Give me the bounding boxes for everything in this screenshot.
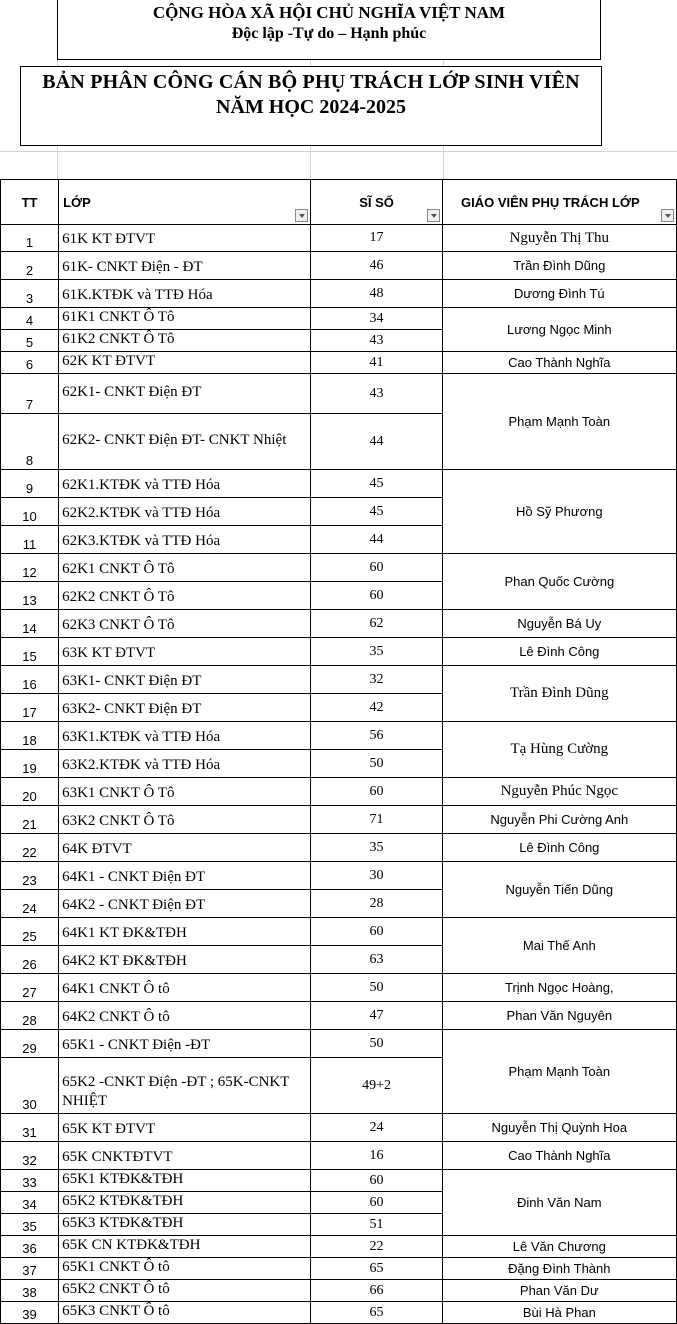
student-count: 60 (311, 918, 442, 946)
table-row (1, 1030, 677, 1058)
row-number: 3 (1, 280, 59, 308)
row-number: 36 (1, 1236, 59, 1258)
class-name: 65K2 -CNKT Điện -ĐT ; 65K-CNKT NHIỆT (59, 1058, 311, 1114)
student-count: 60 (311, 1192, 442, 1214)
student-count: 41 (311, 352, 442, 374)
national-header (57, 0, 601, 60)
class-name: 64K2 - CNKT Điện ĐT (59, 890, 311, 918)
row-number: 10 (1, 498, 59, 526)
table-row (1, 1002, 677, 1030)
row-number: 26 (1, 946, 59, 974)
class-name: 65K2 KTĐK&TĐH (59, 1192, 311, 1214)
student-count: 51 (311, 1214, 442, 1236)
row-number: 1 (1, 225, 59, 252)
class-name: 65K CNKTĐTVT (59, 1142, 311, 1170)
class-name: 62K KT ĐTVT (59, 352, 311, 374)
class-name: 63K2.KTĐK và TTĐ Hóa (59, 750, 311, 778)
student-count: 34 (311, 308, 442, 330)
student-count: 24 (311, 1114, 442, 1142)
class-name: 63K1.KTĐK và TTĐ Hóa (59, 722, 311, 750)
class-name: 64K1 KT ĐK&TĐH (59, 918, 311, 946)
row-number: 27 (1, 974, 59, 1002)
row-number: 19 (1, 750, 59, 778)
table-row (1, 834, 677, 862)
table-header-row (1, 180, 677, 225)
row-number: 39 (1, 1302, 59, 1324)
class-name: 62K2 CNKT Ô Tô (59, 582, 311, 610)
class-name: 62K3 CNKT Ô Tô (59, 610, 311, 638)
table-row (1, 638, 677, 666)
student-count: 43 (311, 374, 442, 414)
class-name: 62K1- CNKT Điện ĐT (59, 374, 311, 414)
class-name: 62K1 CNKT Ô Tô (59, 554, 311, 582)
column-header-siso (311, 180, 442, 225)
student-count: 35 (311, 834, 442, 862)
class-name: 65K3 CNKT Ô tô (59, 1302, 311, 1324)
teacher-name: Nguyễn Phi Cường Anh (442, 806, 676, 834)
table-row (1, 1170, 677, 1192)
table-row (1, 308, 677, 330)
table-row (1, 1114, 677, 1142)
student-count: 32 (311, 666, 442, 694)
class-name: 61K- CNKT Điện - ĐT (59, 252, 311, 280)
title-line-2: NĂM HỌC 2024-2025 (216, 96, 406, 118)
column-header-label: SĨ SỐ (359, 195, 394, 210)
column-header-tt (1, 180, 59, 225)
teacher-name: Trần Đình Dũng (442, 252, 676, 280)
teacher-name: Bùi Hà Phan (442, 1302, 676, 1324)
table-row (1, 862, 677, 890)
document-title (20, 66, 602, 146)
student-count: 63 (311, 946, 442, 974)
class-name: 63K2- CNKT Điện ĐT (59, 694, 311, 722)
class-name: 64K ĐTVT (59, 834, 311, 862)
teacher-name: Đinh Văn Nam (442, 1170, 676, 1236)
student-count: 50 (311, 974, 442, 1002)
row-number: 12 (1, 554, 59, 582)
table-row (1, 1236, 677, 1258)
row-number: 6 (1, 352, 59, 374)
table-row (1, 722, 677, 750)
class-name: 63K2 CNKT Ô Tô (59, 806, 311, 834)
teacher-name: Nguyễn Bá Uy (442, 610, 676, 638)
student-count: 60 (311, 1170, 442, 1192)
row-number: 8 (1, 414, 59, 470)
class-name: 65K1 KTĐK&TĐH (59, 1170, 311, 1192)
student-count: 47 (311, 1002, 442, 1030)
motto: Độc lập -Tự do – Hạnh phúc (231, 25, 427, 42)
table-row (1, 1302, 677, 1324)
class-name: 65K CN KTĐK&TĐH (59, 1236, 311, 1258)
row-number: 2 (1, 252, 59, 280)
class-name: 62K1.KTĐK và TTĐ Hóa (59, 470, 311, 498)
teacher-name: Phan Văn Dư (442, 1280, 676, 1302)
country-name: CỘNG HÒA XÃ HỘI CHỦ NGHĨA VIỆT NAM (152, 3, 506, 22)
row-number: 20 (1, 778, 59, 806)
student-count: 71 (311, 806, 442, 834)
column-header-gv (442, 180, 676, 225)
student-count: 46 (311, 252, 442, 280)
table-row (1, 974, 677, 1002)
row-number: 22 (1, 834, 59, 862)
table-row (1, 252, 677, 280)
teacher-name: Đặng Đình Thành (442, 1258, 676, 1280)
row-number: 28 (1, 1002, 59, 1030)
class-name: 61K KT ĐTVT (59, 225, 311, 252)
table-row (1, 374, 677, 414)
teacher-name: Dương Đình Tú (442, 280, 676, 308)
student-count: 60 (311, 778, 442, 806)
column-header-label: TT (21, 195, 38, 210)
table-row (1, 610, 677, 638)
student-count: 56 (311, 722, 442, 750)
teacher-name: Cao Thành Nghĩa (442, 352, 676, 374)
teacher-name: Cao Thành Nghĩa (442, 1142, 676, 1170)
row-number: 15 (1, 638, 59, 666)
row-number: 18 (1, 722, 59, 750)
row-number: 4 (1, 308, 59, 330)
column-header-lop (59, 180, 311, 225)
class-name: 63K1 CNKT Ô Tô (59, 778, 311, 806)
table-row (1, 1258, 677, 1280)
teacher-name: Nguyễn Thị Thu (442, 225, 676, 252)
class-name: 64K1 - CNKT Điện ĐT (59, 862, 311, 890)
teacher-name: Lê Đình Công (442, 834, 676, 862)
class-name: 65K3 KTĐK&TĐH (59, 1214, 311, 1236)
row-number: 35 (1, 1214, 59, 1236)
student-count: 65 (311, 1258, 442, 1280)
row-number: 14 (1, 610, 59, 638)
title-line-1: BẢN PHÂN CÔNG CÁN BỘ PHỤ TRÁCH LỚP SINH VIÊN (42, 71, 580, 93)
filter-dropdown-icon[interactable] (295, 209, 308, 222)
column-header-label: LỚP (63, 195, 91, 210)
table-row (1, 1280, 677, 1302)
teacher-name: Trần Đình Dũng (442, 666, 676, 722)
class-name: 61K2 CNKT Ô Tô (59, 330, 311, 352)
student-count: 60 (311, 554, 442, 582)
student-count: 44 (311, 414, 442, 470)
class-name: 65K2 CNKT Ô tô (59, 1280, 311, 1302)
student-count: 17 (311, 225, 442, 252)
row-number: 5 (1, 330, 59, 352)
class-name: 64K1 CNKT Ô tô (59, 974, 311, 1002)
teacher-name: Phan Văn Nguyên (442, 1002, 676, 1030)
row-number: 33 (1, 1170, 59, 1192)
teacher-name: Lê Đình Công (442, 638, 676, 666)
teacher-name: Lê Văn Chương (442, 1236, 676, 1258)
student-count: 49+2 (311, 1058, 442, 1114)
student-count: 66 (311, 1280, 442, 1302)
row-number: 9 (1, 470, 59, 498)
row-number: 16 (1, 666, 59, 694)
teacher-name: Phạm Mạnh Toàn (442, 1030, 676, 1114)
row-number: 37 (1, 1258, 59, 1280)
table-row (1, 225, 677, 252)
row-number: 13 (1, 582, 59, 610)
table-row (1, 918, 677, 946)
teacher-name: Nguyễn Thị Quỳnh Hoa (442, 1114, 676, 1142)
teacher-name: Nguyễn Tiến Dũng (442, 862, 676, 918)
teacher-name: Tạ Hùng Cường (442, 722, 676, 778)
student-count: 48 (311, 280, 442, 308)
filter-dropdown-icon[interactable] (427, 209, 440, 222)
grid-line (0, 151, 677, 152)
table-row (1, 666, 677, 694)
filter-dropdown-icon[interactable] (661, 209, 674, 222)
student-count: 35 (311, 638, 442, 666)
class-name: 65K KT ĐTVT (59, 1114, 311, 1142)
column-header-label: GIÁO VIÊN PHỤ TRÁCH LỚP (460, 195, 640, 210)
row-number: 17 (1, 694, 59, 722)
class-name: 64K2 KT ĐK&TĐH (59, 946, 311, 974)
class-name: 63K KT ĐTVT (59, 638, 311, 666)
row-number: 32 (1, 1142, 59, 1170)
student-count: 43 (311, 330, 442, 352)
student-count: 28 (311, 890, 442, 918)
row-number: 24 (1, 890, 59, 918)
row-number: 21 (1, 806, 59, 834)
student-count: 44 (311, 526, 442, 554)
teacher-name: Nguyễn Phúc Ngọc (442, 778, 676, 806)
student-count: 45 (311, 498, 442, 526)
row-number: 29 (1, 1030, 59, 1058)
row-number: 38 (1, 1280, 59, 1302)
student-count: 50 (311, 750, 442, 778)
class-name: 65K1 CNKT Ô tô (59, 1258, 311, 1280)
table-row (1, 280, 677, 308)
class-name: 63K1- CNKT Điện ĐT (59, 666, 311, 694)
student-count: 50 (311, 1030, 442, 1058)
table-row (1, 1142, 677, 1170)
teacher-name: Trịnh Ngọc Hoàng, (442, 974, 676, 1002)
teacher-name: Mai Thế Anh (442, 918, 676, 974)
row-number: 11 (1, 526, 59, 554)
table-row (1, 554, 677, 582)
teacher-name: Hồ Sỹ Phương (442, 470, 676, 554)
table-row (1, 352, 677, 374)
student-count: 16 (311, 1142, 442, 1170)
student-count: 22 (311, 1236, 442, 1258)
teacher-name: Phạm Mạnh Toàn (442, 374, 676, 470)
student-count: 45 (311, 470, 442, 498)
table-row (1, 778, 677, 806)
class-name: 65K1 - CNKT Điện -ĐT (59, 1030, 311, 1058)
student-count: 62 (311, 610, 442, 638)
row-number: 23 (1, 862, 59, 890)
table-row (1, 806, 677, 834)
student-count: 65 (311, 1302, 442, 1324)
class-name: 61K.KTĐK và TTĐ Hóa (59, 280, 311, 308)
class-name: 62K2- CNKT Điện ĐT- CNKT Nhiệt (59, 414, 311, 470)
row-number: 30 (1, 1058, 59, 1114)
teacher-name: Lương Ngọc Minh (442, 308, 676, 352)
row-number: 31 (1, 1114, 59, 1142)
row-number: 25 (1, 918, 59, 946)
student-count: 60 (311, 582, 442, 610)
table-row (1, 470, 677, 498)
class-name: 62K2.KTĐK và TTĐ Hóa (59, 498, 311, 526)
class-name: 62K3.KTĐK và TTĐ Hóa (59, 526, 311, 554)
student-count: 42 (311, 694, 442, 722)
assignment-table (0, 179, 677, 1324)
class-name: 61K1 CNKT Ô Tô (59, 308, 311, 330)
teacher-name: Phan Quốc Cường (442, 554, 676, 610)
class-name: 64K2 CNKT Ô tô (59, 1002, 311, 1030)
row-number: 7 (1, 374, 59, 414)
student-count: 30 (311, 862, 442, 890)
row-number: 34 (1, 1192, 59, 1214)
